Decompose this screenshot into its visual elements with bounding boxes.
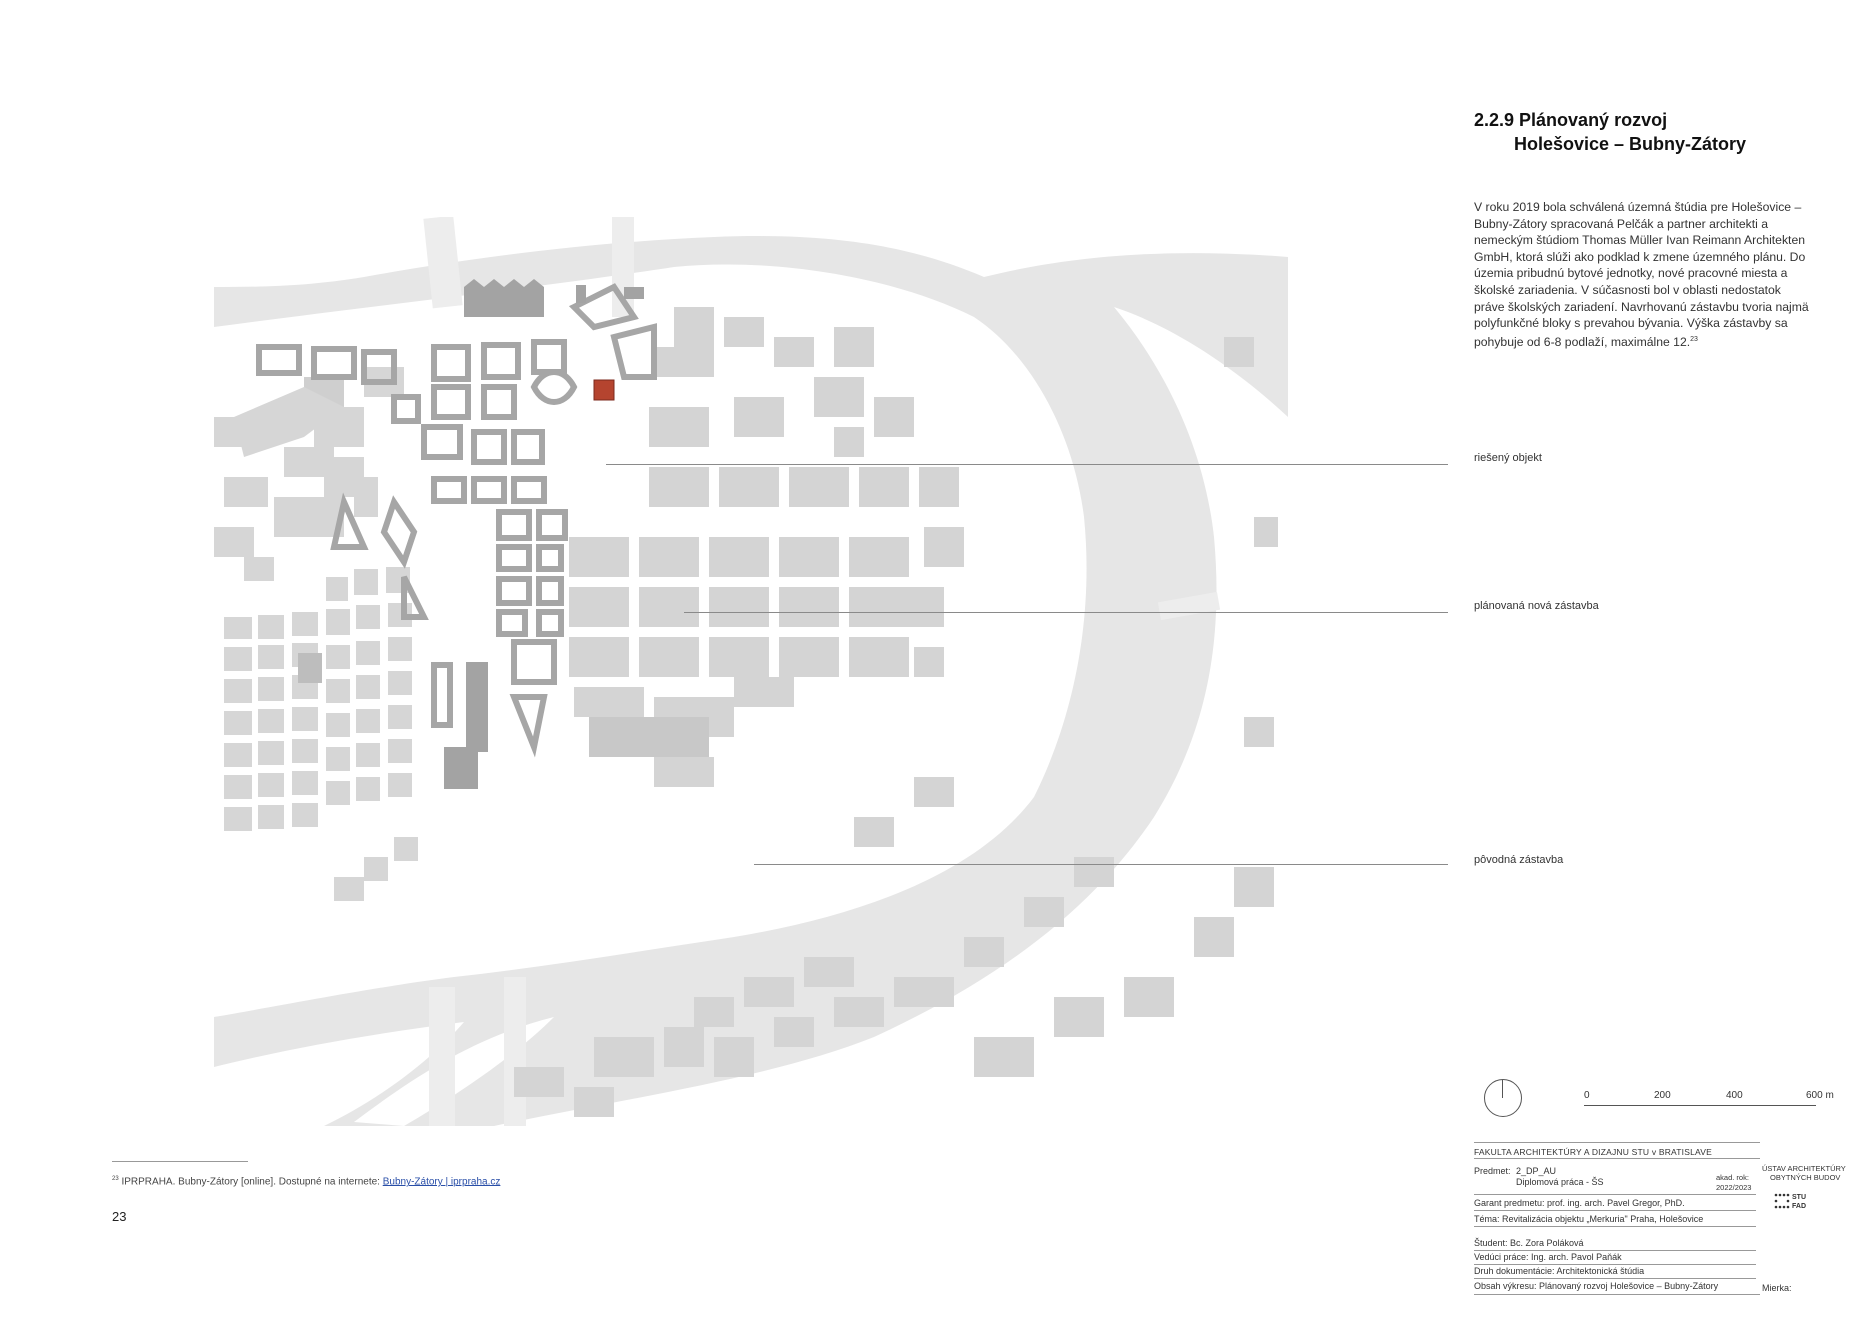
tb-subject-label: Predmet: — [1474, 1166, 1511, 1176]
river-label: Vltava — [481, 229, 519, 250]
scale-tick-200: 200 — [1654, 1090, 1671, 1101]
scale-tick-400: 400 — [1726, 1090, 1743, 1101]
description-paragraph — [1474, 199, 1814, 350]
bridge-3 — [429, 987, 455, 1126]
section-title — [1474, 108, 1746, 156]
tb-drawing: Obsah výkresu: Plánovaný rozvoj Holešovice – Bubny-Zátory — [1474, 1281, 1719, 1291]
page-number: 23 — [112, 1209, 127, 1224]
tb-subject-code: 2_DP_AU — [1516, 1166, 1557, 1176]
bridge-4 — [504, 977, 526, 1126]
tb-student: Študent: Bc. Zora Poláková — [1474, 1238, 1584, 1248]
tb-line-6 — [1474, 1264, 1756, 1265]
tb-line-3 — [1474, 1210, 1756, 1211]
footnote-number: 23 — [112, 1176, 119, 1182]
tb-year: 2022/2023 — [1716, 1183, 1752, 1192]
footnote-ref: 23 — [1690, 335, 1698, 343]
tb-supervisor: Vedúci práce: Ing. arch. Pavol Paňák — [1474, 1252, 1622, 1262]
tb-line-4 — [1474, 1226, 1756, 1227]
tb-garant: Garant predmetu: prof. ing. arch. Pavel Gregor, PhD. — [1474, 1198, 1685, 1208]
description-text: V roku 2019 bola schválená územná štúdia pre Holešovice – Bubny-Zátory spracovaná Pelčák a partner architekti a nemeckým štúdiom Thomas Müller Ivan Reimann Architekten GmbH, ktorá slúži ako podklad k zmene územného plánu. Do územia pribudnú bytové jednotky, nové pracovné miesta a školské zariadenia. V súčasnosti bol v oblasti nedostatok práve školských zariadení. Navrhovanú zástavbu tvoria najmä polyfunkčné bloky s prevahou bývania. Výška zástavby sa pohybuje od 6-8 podlaží, maximálne 12. — [1474, 200, 1809, 349]
footnote — [112, 1176, 500, 1187]
site-map-svg — [214, 217, 1288, 1126]
tb-institute-1: ÚSTAV ARCHITEKTÚRY — [1762, 1164, 1846, 1173]
footnote-rule — [112, 1161, 248, 1162]
tb-line-5 — [1474, 1250, 1756, 1251]
tb-faculty: FAKULTA ARCHITEKTÚRY A DIZAJNU STU v BRATISLAVE — [1474, 1147, 1713, 1157]
tb-doc-type: Druh dokumentácie: Architektonická štúdia — [1474, 1266, 1645, 1276]
tb-line-top — [1474, 1142, 1760, 1143]
tb-scale-label: Mierka: — [1762, 1283, 1792, 1293]
footnote-text: IPRPRAHA. Bubny-Zátory [online]. Dostupné na internete: — [118, 1176, 383, 1188]
tb-line-7 — [1474, 1278, 1756, 1279]
section-title-line2: Holešovice – Bubny-Zátory — [1514, 134, 1747, 154]
tb-line-2 — [1474, 1194, 1756, 1195]
highlighted-object — [594, 380, 614, 400]
leader-line-original — [754, 864, 1448, 865]
tb-year-label: akad. rok: — [1716, 1173, 1749, 1182]
tb-institute-2: OBYTNÝCH BUDOV — [1770, 1173, 1841, 1182]
legend-object-label: riešený objekt — [1474, 452, 1542, 464]
legend-planned-label: plánovaná nová zástavba — [1474, 600, 1599, 612]
tb-topic: Téma: Revitalizácia objektu „Merkuria" Praha, Holešovice — [1474, 1214, 1704, 1224]
tb-line-1 — [1474, 1158, 1760, 1159]
section-title-line1: 2.2.9 Plánovaný rozvoj — [1474, 110, 1668, 130]
north-arrow-icon — [1484, 1079, 1522, 1117]
logo-text-fad: FAD — [1792, 1203, 1806, 1210]
leader-line-planned — [684, 612, 1448, 613]
scale-tick-0: 0 — [1584, 1090, 1590, 1101]
scale-line — [1584, 1105, 1816, 1106]
stu-fad-logo — [1774, 1191, 1814, 1215]
tb-subject-name: Diplomová práca - ŠS — [1516, 1177, 1604, 1187]
legend-original-label: pôvodná zástavba — [1474, 854, 1564, 866]
tb-line-bottom — [1474, 1294, 1760, 1295]
scale-tick-600: 600 m — [1806, 1090, 1834, 1101]
footnote-link[interactable]: Bubny-Zátory | iprpraha.cz — [382, 1176, 501, 1188]
site-map — [214, 217, 1288, 1126]
leader-line-object — [606, 464, 1448, 465]
logo-text-stu: STU — [1792, 1194, 1806, 1201]
